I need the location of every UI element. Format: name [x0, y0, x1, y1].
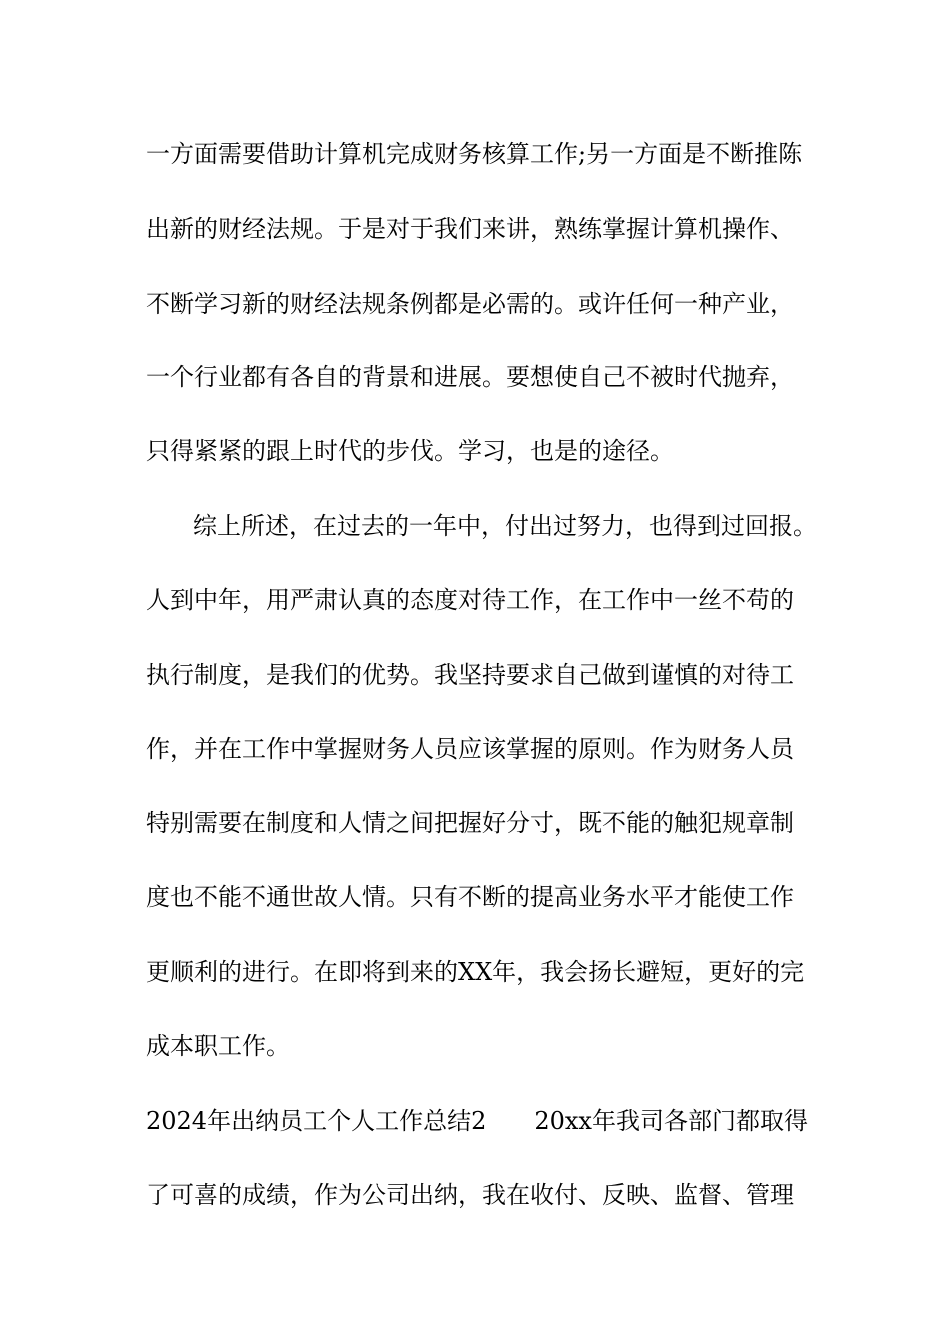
section-heading: 2024年出纳员工个人工作总结2 [146, 1107, 487, 1135]
text-line: 更顺利的进行。在即将到来的XX年，我会扬长避短，更好的完 [146, 958, 805, 986]
text-line: 人到中年，用严肃认真的态度对待工作，在工作中一丝不苟的 [146, 586, 794, 614]
text-line: 作，并在工作中掌握财务人员应该掌握的原则。作为财务人员 [146, 735, 794, 763]
text-line: 综上所述，在过去的一年中，付出过努力，也得到过回报。 [193, 512, 817, 540]
text-line: 一个行业都有各自的背景和进展。要想使自己不被时代抛弃， [146, 363, 794, 391]
text-line: 一方面需要借助计算机完成财务核算工作;另一方面是不断推陈 [146, 140, 803, 168]
text-line: 出新的财经法规。于是对于我们来讲，熟练掌握计算机操作、 [146, 215, 794, 243]
text-line: 执行制度，是我们的优势。我坚持要求自己做到谨慎的对待工 [146, 661, 794, 689]
text-line: 只得紧紧的跟上时代的步伐。学习，也是的途径。 [146, 437, 674, 465]
text-line: 成本职工作。 [146, 1032, 290, 1060]
section-intro-text: 20xx年我司各部门都取得 [534, 1107, 808, 1135]
text-line: 不断学习新的财经法规条例都是必需的。或许任何一种产业， [146, 290, 794, 318]
text-line: 了可喜的成绩，作为公司出纳，我在收付、反映、监督、管理 [146, 1181, 794, 1209]
text-line: 特别需要在制度和人情之间把握好分寸，既不能的触犯规章制 [146, 809, 794, 837]
text-line: 度也不能不通世故人情。只有不断的提高业务水平才能使工作 [146, 883, 794, 911]
section-heading-line [146, 1101, 846, 1141]
